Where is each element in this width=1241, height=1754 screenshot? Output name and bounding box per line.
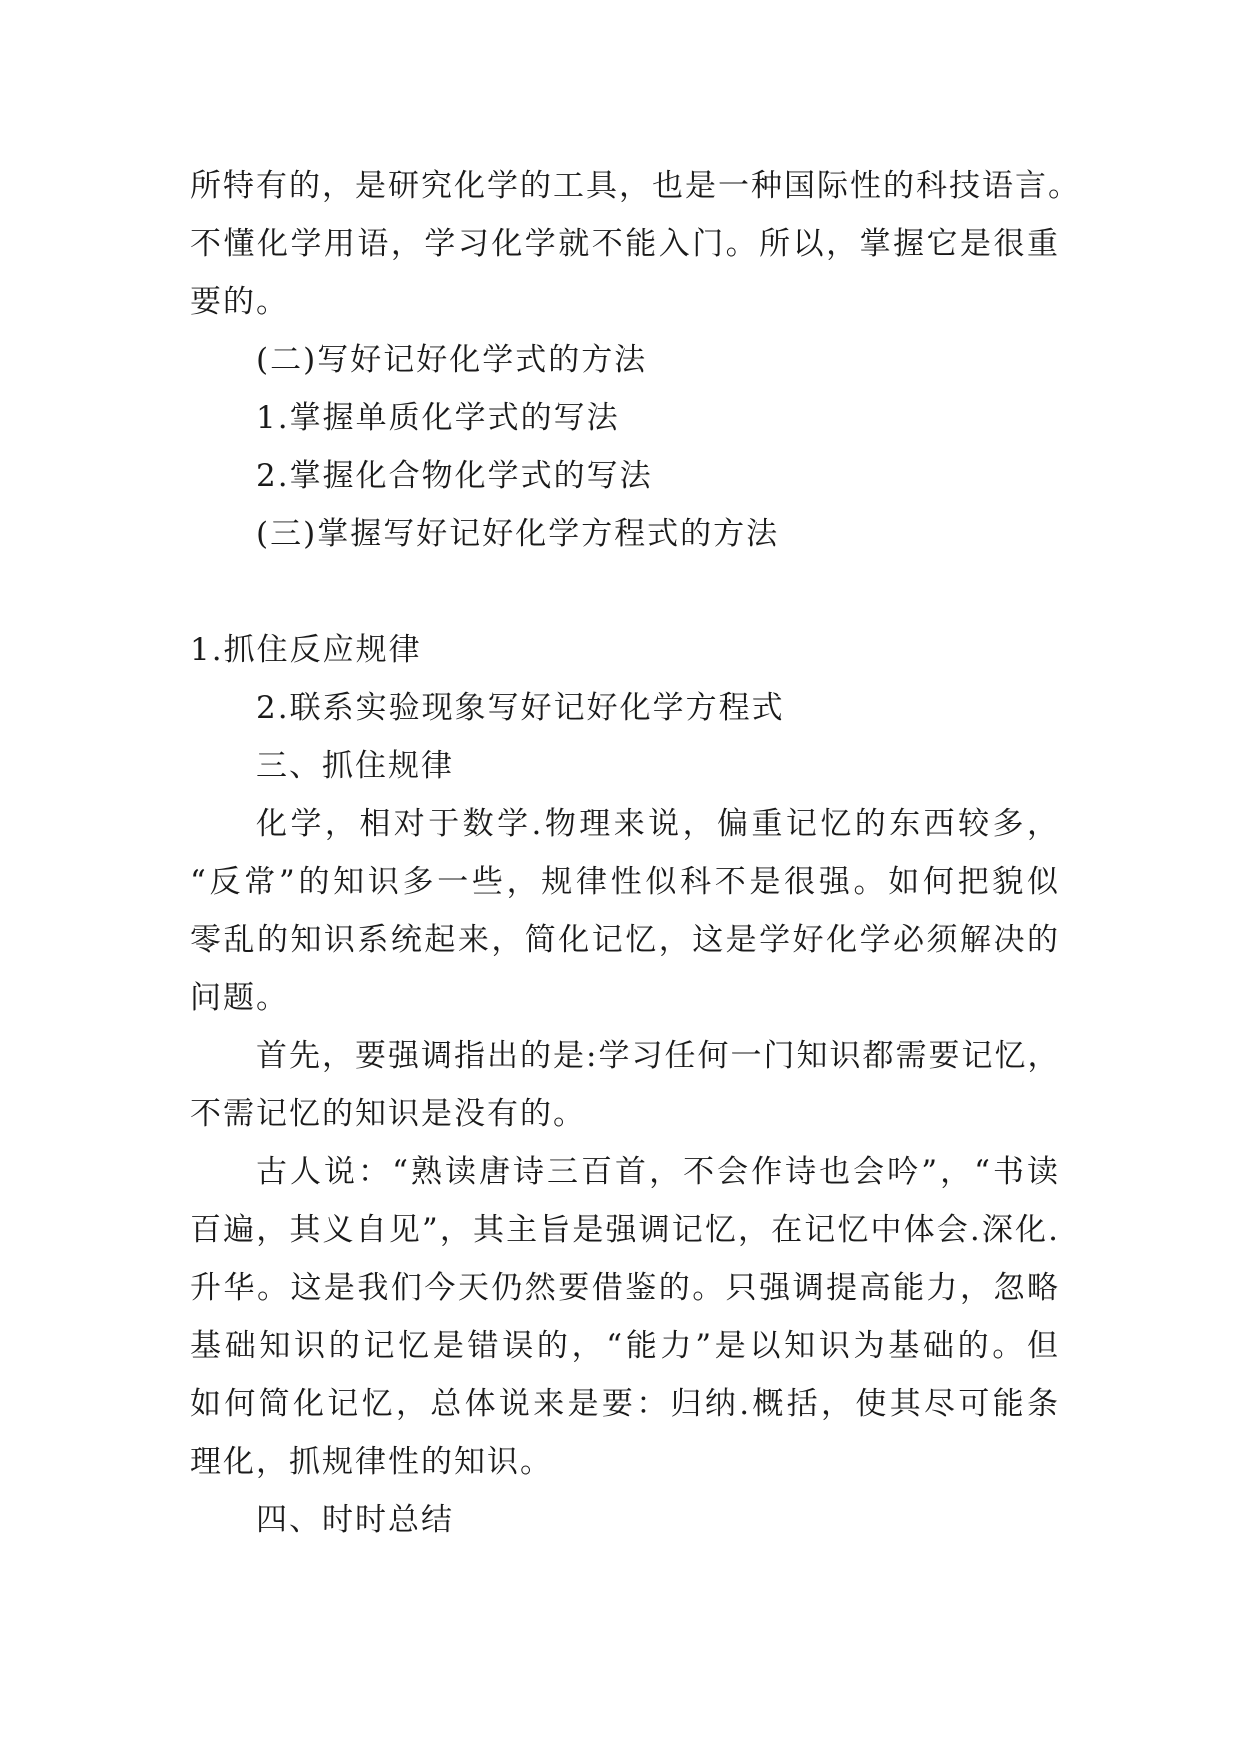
paragraph-line: 升华。这是我们今天仍然要借鉴的。只强调提高能力，忽略 (190, 1270, 1060, 1306)
paragraph-line: 百遍，其义自见”，其主旨是强调记忆，在记忆中体会.深化. (190, 1212, 1060, 1248)
section-heading: 四、时时总结 (256, 1502, 454, 1538)
subsection-item: 2.联系实验现象写好记好化学方程式 (256, 690, 785, 726)
section-heading: (三)掌握写好记好化学方程式的方法 (256, 516, 780, 552)
paragraph-line: 零乱的知识系统起来，简化记忆，这是学好化学必须解决的 (190, 922, 1060, 958)
paragraph-line: 不懂化学用语，学习化学就不能入门。所以，掌握它是很重 (190, 226, 1060, 262)
paragraph-line: 要的。 (190, 284, 289, 320)
paragraph-line: 基础知识的记忆是错误的，“能力”是以知识为基础的。但 (190, 1328, 1060, 1364)
paragraph-line: 首先，要强调指出的是:学习任何一门知识都需要记忆， (256, 1038, 1061, 1074)
paragraph-line: 所特有的，是研究化学的工具，也是一种国际性的科技语言。 (190, 168, 1081, 204)
section-heading: (二)写好记好化学式的方法 (256, 342, 648, 378)
subsection-item: 1.掌握单质化学式的写法 (256, 400, 620, 436)
section-heading: 三、抓住规律 (256, 748, 454, 784)
paragraph-line: 理化，抓规律性的知识。 (190, 1444, 553, 1480)
subsection-item: 2.掌握化合物化学式的写法 (256, 458, 653, 494)
paragraph-line: 化学，相对于数学.物理来说，偏重记忆的东西较多， (256, 806, 1060, 842)
paragraph-line: “反常”的知识多一些，规律性似科不是很强。如何把貌似 (190, 864, 1060, 900)
paragraph-line: 如何简化记忆，总体说来是要：归纳.概括，使其尽可能条 (190, 1386, 1060, 1422)
subsection-item: 1.抓住反应规律 (190, 632, 422, 668)
paragraph-line: 问题。 (190, 980, 289, 1016)
paragraph-line: 古人说：“熟读唐诗三百首，不会作诗也会吟”，“书读 (256, 1154, 1060, 1190)
paragraph-line: 不需记忆的知识是没有的。 (190, 1096, 586, 1132)
